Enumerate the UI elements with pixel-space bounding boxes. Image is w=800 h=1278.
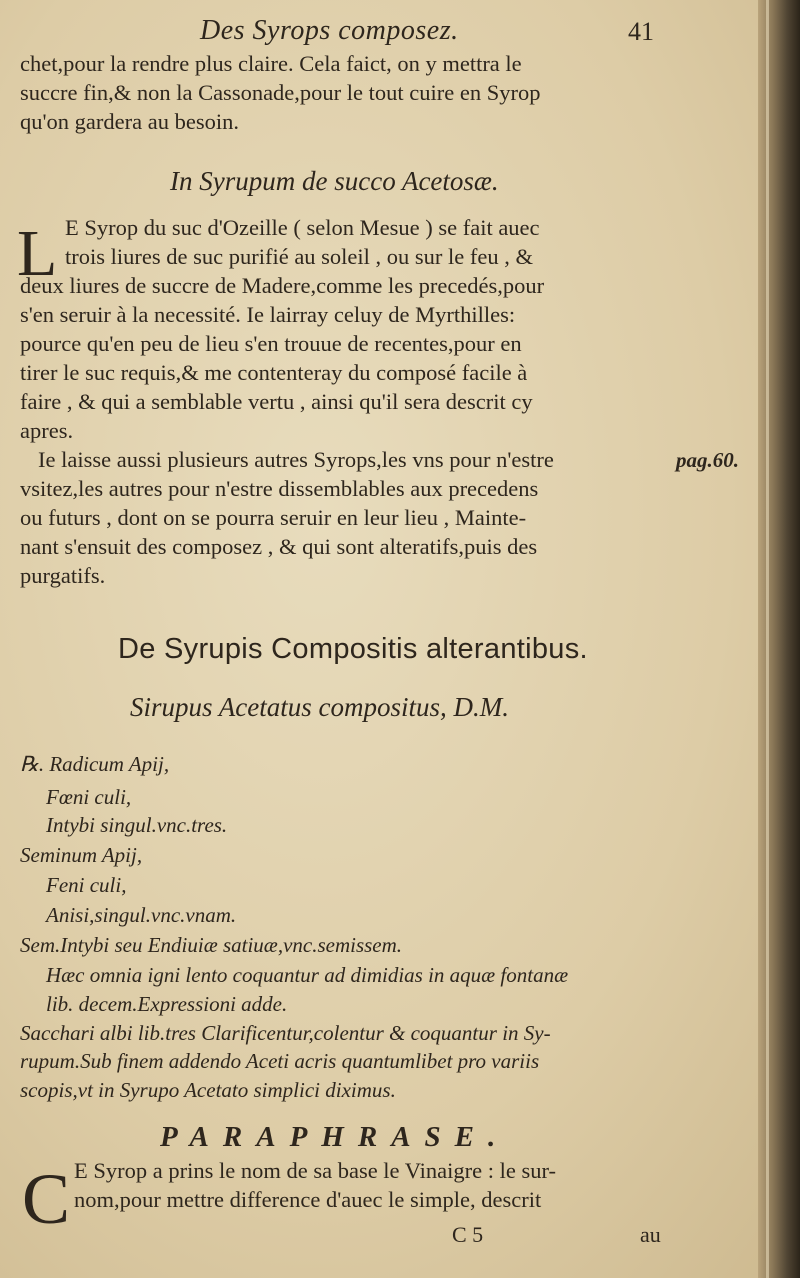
recipe-line: ℞. Radicum Apij,: [20, 752, 170, 776]
signature-mark: C 5: [452, 1222, 484, 1247]
paraphrase-title: PARAPHRASE.: [160, 1121, 510, 1153]
recipe-line: Feni culi,: [46, 873, 127, 897]
drop-cap: C: [22, 1159, 71, 1239]
text-line: s'en seruir à la necessité. Ie lairray celuy de Myrthilles:: [20, 302, 516, 327]
text-line: E Syrop a prins le nom de sa base le Vinaigre : le sur-: [74, 1158, 557, 1183]
page-number: 41: [628, 17, 654, 46]
catchword: au: [640, 1222, 661, 1247]
section-title: De Syrupis Compositis alterantibus.: [118, 633, 588, 665]
recipe-line: Sem.Intybi seu Endiuiæ satiuæ,vnc.semissem.: [20, 933, 403, 957]
running-title: Des Syrops composez.: [200, 15, 459, 46]
recipe-line: rupum.Sub finem addendo Aceti acris quantumlibet pro variis: [20, 1049, 540, 1073]
margin-note: pag.60.: [676, 448, 739, 472]
recipe-line: Anisi,singul.vnc.vnam.: [46, 903, 237, 927]
text-line: apres.: [20, 418, 74, 443]
text-line: tirer le suc requis,& me contenteray du composé facile à: [20, 360, 528, 385]
drop-cap: L: [17, 217, 58, 290]
recipe-line: lib. decem.Expressioni adde.: [46, 992, 288, 1016]
recipe-line: Hæc omnia igni lento coquantur ad dimidias in aquæ fontanæ: [46, 963, 569, 987]
recipe-line: Fœni culi,: [46, 785, 132, 809]
text-line: succre fin,& non la Cassonade,pour le tout cuire en Syrop: [20, 80, 541, 105]
text-line: pource qu'en peu de lieu s'en trouue de recentes,pour en: [20, 331, 522, 356]
text-line: deux liures de succre de Madere,comme les precedés,pour: [20, 273, 545, 298]
recipe-line: Seminum Apij,: [20, 843, 143, 867]
text-line: nant s'ensuit des composez , & qui sont alteratifs,puis des: [20, 534, 538, 559]
text-line: ou futurs , dont on se pourra seruir en leur lieu , Mainte-: [20, 505, 527, 530]
recipe-line: scopis,vt in Syrupo Acetato simplici diximus.: [20, 1078, 396, 1102]
text-line: vsitez,les autres pour n'estre dissemblables aux precedens: [20, 476, 539, 501]
text-line: nom,pour mettre difference d'auec le simple, descrit: [74, 1187, 542, 1212]
book-gutter: [758, 0, 800, 1278]
text-line: faire , & qui a semblable vertu , ainsi qu'il sera descrit cy: [20, 389, 533, 414]
text-line: purgatifs.: [20, 563, 106, 588]
section-subtitle: Sirupus Acetatus compositus, D.M.: [130, 692, 509, 722]
text-line: qu'on gardera au besoin.: [20, 109, 239, 134]
recipe-line: Intybi singul.vnc.tres.: [46, 813, 228, 837]
text-line: Ie laisse aussi plusieurs autres Syrops,les vns pour n'estre: [38, 447, 554, 472]
recipe-line: Sacchari albi lib.tres Clarificentur,colentur & coquantur in Sy-: [20, 1021, 551, 1045]
text-line: E Syrop du suc d'Ozeille ( selon Mesue ) se fait auec: [65, 215, 540, 240]
text-line: chet,pour la rendre plus claire. Cela faict, on y mettra le: [20, 51, 522, 76]
section-title: In Syrupum de succo Acetosæ.: [170, 166, 499, 196]
text-line: trois liures de suc purifié au soleil , ou sur le feu , &: [65, 244, 534, 269]
